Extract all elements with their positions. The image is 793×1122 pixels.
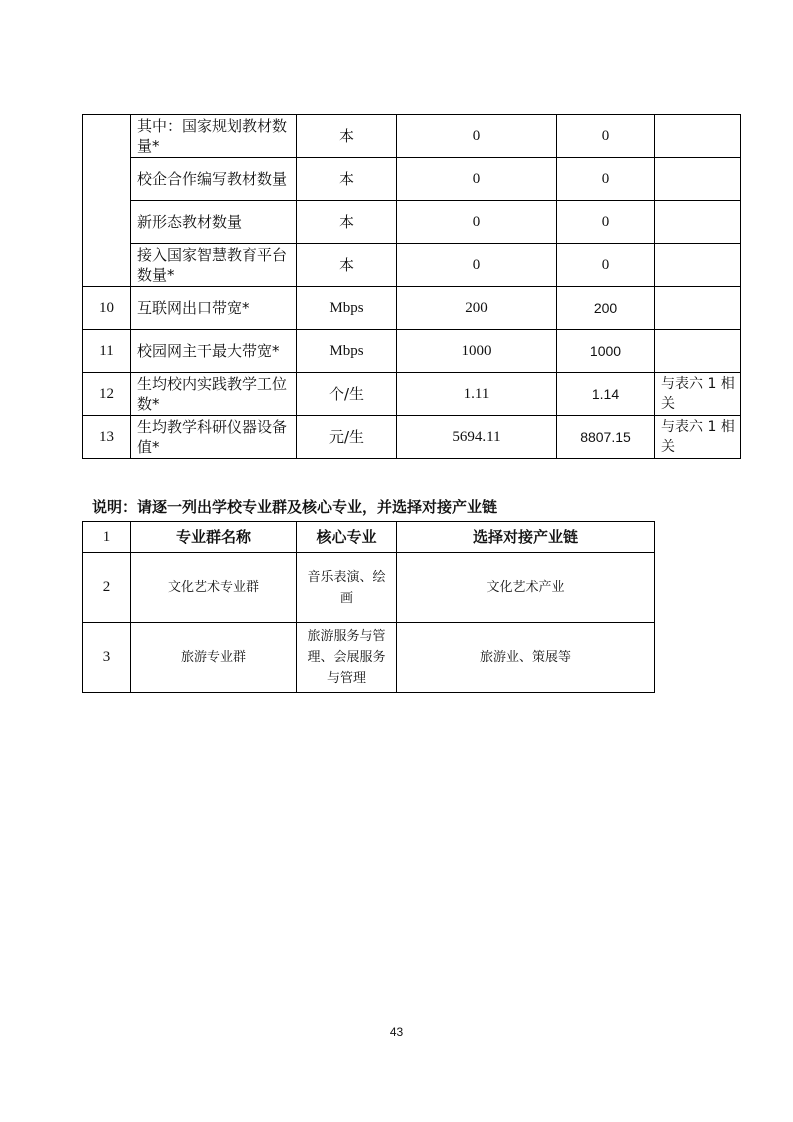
table-row (83, 158, 741, 201)
note-cell (655, 201, 741, 244)
indicator-table (82, 114, 741, 459)
column-header-core: 核心专业 (297, 522, 397, 553)
value-col-1: 0 (397, 115, 557, 158)
indicator-name: 校企合作编写教材数量 (131, 158, 297, 201)
indicator-unit: 本 (297, 244, 397, 287)
value-col-1: 5694.11 (397, 416, 557, 459)
indicator-name: 生均校内实践教学工位数* (131, 373, 297, 416)
indicator-unit: 元/生 (297, 416, 397, 459)
row-index: 13 (83, 416, 131, 459)
note-cell (655, 115, 741, 158)
table-row (83, 287, 741, 330)
indicator-name: 校园网主干最大带宽* (131, 330, 297, 373)
group-name: 旅游专业群 (131, 623, 297, 693)
indicator-name: 新形态教材数量 (131, 201, 297, 244)
core-specialty: 音乐表演、绘画 (297, 553, 397, 623)
industry-chain: 文化艺术产业 (397, 553, 655, 623)
indicator-name: 生均教学科研仪器设备值* (131, 416, 297, 459)
note-cell (655, 158, 741, 201)
page-number: 43 (389, 1025, 404, 1039)
value-col-1: 1000 (397, 330, 557, 373)
value-col-1: 1.11 (397, 373, 557, 416)
value-col-2: 0 (557, 201, 655, 244)
note-cell (655, 287, 741, 330)
indicator-unit: 本 (297, 158, 397, 201)
value-col-2: 200 (557, 287, 655, 330)
value-col-2: 1000 (557, 330, 655, 373)
row-index: 11 (83, 330, 131, 373)
table-row (83, 553, 655, 623)
note-cell (655, 330, 741, 373)
value-col-1: 200 (397, 287, 557, 330)
value-col-2: 8807.15 (557, 416, 655, 459)
row-index: 10 (83, 287, 131, 330)
note-cell: 与表六 1 相关 (655, 416, 741, 459)
indicator-unit: Mbps (297, 287, 397, 330)
indicator-name: 其中：国家规划教材数量* (131, 115, 297, 158)
table-header-row (83, 522, 655, 553)
group-name: 文化艺术专业群 (131, 553, 297, 623)
indicator-unit: Mbps (297, 330, 397, 373)
row-index: 12 (83, 373, 131, 416)
table-row (83, 244, 741, 287)
row-index: 1 (83, 522, 131, 553)
value-col-2: 1.14 (557, 373, 655, 416)
value-col-2: 0 (557, 115, 655, 158)
specialty-group-table (82, 521, 655, 693)
value-col-1: 0 (397, 158, 557, 201)
row-index-cell (83, 115, 131, 287)
column-header-chain: 选择对接产业链 (397, 522, 655, 553)
indicator-unit: 本 (297, 201, 397, 244)
indicator-unit: 本 (297, 115, 397, 158)
row-index: 3 (83, 623, 131, 693)
note-cell (655, 244, 741, 287)
row-index: 2 (83, 553, 131, 623)
table-caption: 说明：请逐一列出学校专业群及核心专业，并选择对接产业链 (92, 498, 498, 516)
indicator-name: 接入国家智慧教育平台数量* (131, 244, 297, 287)
value-col-2: 0 (557, 158, 655, 201)
table-row (83, 373, 741, 416)
table-row (83, 623, 655, 693)
core-specialty: 旅游服务与管理、会展服务与管理 (297, 623, 397, 693)
value-col-2: 0 (557, 244, 655, 287)
value-col-1: 0 (397, 201, 557, 244)
table-row (83, 201, 741, 244)
value-col-1: 0 (397, 244, 557, 287)
table-row (83, 416, 741, 459)
note-cell: 与表六 1 相关 (655, 373, 741, 416)
industry-chain: 旅游业、策展等 (397, 623, 655, 693)
column-header-group: 专业群名称 (131, 522, 297, 553)
table-row (83, 330, 741, 373)
table-row (83, 115, 741, 158)
indicator-unit: 个/生 (297, 373, 397, 416)
indicator-name: 互联网出口带宽* (131, 287, 297, 330)
